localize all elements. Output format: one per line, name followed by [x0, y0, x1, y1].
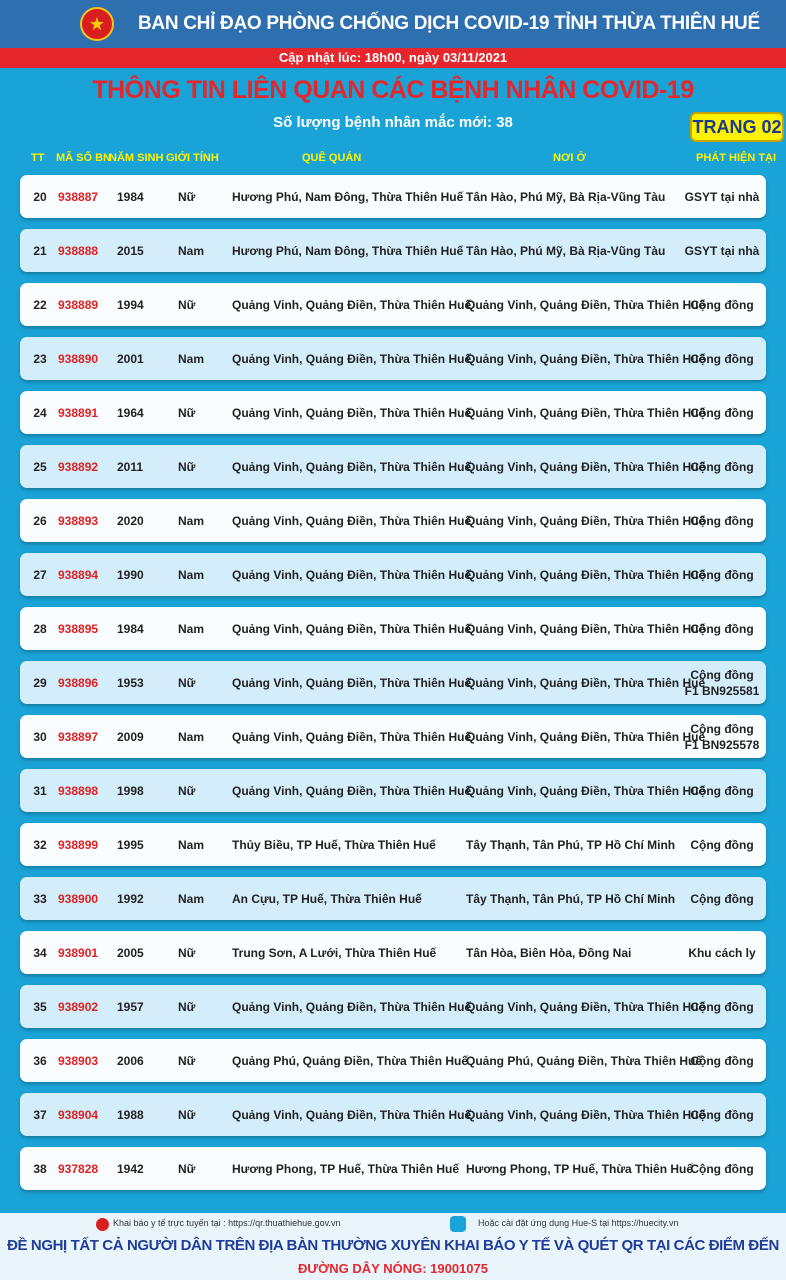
cell-patient-id: 938900: [58, 891, 99, 906]
cell-tt: 34: [33, 945, 47, 960]
cell-residence: Quảng Vinh, Quảng Điền, Thừa Thiên Huế: [466, 783, 706, 798]
cell-sex: Nam: [178, 351, 205, 366]
cell-sex: Nam: [178, 729, 205, 744]
column-header-sex: GIỚI TÍNH: [166, 152, 219, 164]
table-row: [20, 823, 766, 866]
cell-residence: Quảng Vinh, Quảng Điền, Thừa Thiên Huế: [466, 459, 706, 474]
cell-residence: Quảng Vinh, Quảng Điền, Thừa Thiên Huế: [466, 405, 706, 420]
cell-birth-year: 1953: [117, 675, 144, 690]
cell-patient-id: 938891: [58, 405, 99, 420]
cell-detected-at: Cộng đồng: [690, 1053, 754, 1068]
cell-hometown: Quảng Vinh, Quảng Điền, Thừa Thiên Huế: [232, 297, 472, 312]
appeal-text: ĐỀ NGHỊ TẤT CẢ NGƯỜI DÂN TRÊN ĐỊA BÀN THƯỜNG XUYÊN KHAI BÁO Y TẾ VÀ QUÉT QR TẠI CÁC ĐIỂM ĐẾN: [7, 1237, 779, 1254]
cell-hometown: Quảng Vinh, Quảng Điền, Thừa Thiên Huế: [232, 567, 472, 582]
cell-birth-year: 1995: [117, 837, 144, 852]
cell-detected-at: Cộng đồng: [690, 783, 754, 798]
cell-hometown: Quảng Vinh, Quảng Điền, Thừa Thiên Huế: [232, 999, 472, 1014]
table-row: [20, 877, 766, 920]
cell-patient-id: 938893: [58, 513, 99, 528]
cell-sex: Nam: [178, 513, 205, 528]
cell-hometown: Quảng Vinh, Quảng Điền, Thừa Thiên Huế: [232, 1107, 472, 1122]
cell-hometown: Thủy Biều, TP Huế, Thừa Thiên Huế: [232, 837, 436, 852]
column-header-id: MÃ SỐ BN: [56, 152, 111, 164]
cell-hometown: Quảng Phú, Quảng Điền, Thừa Thiên Huế: [232, 1053, 469, 1068]
cell-tt: 25: [33, 459, 47, 474]
cell-residence: Tân Hào, Phú Mỹ, Bà Rịa-Vũng Tàu: [466, 189, 666, 204]
cell-residence: Quảng Vinh, Quảng Điền, Thừa Thiên Huế: [466, 351, 706, 366]
cell-detected-at: Cộng đồng F1 BN925581: [684, 667, 760, 698]
cell-birth-year: 1998: [117, 783, 144, 798]
cell-patient-id: 938903: [58, 1053, 99, 1068]
org-title: BAN CHỈ ĐẠO PHÒNG CHỐNG DỊCH COVID-19 TỈNH THỪA THIÊN HUẾ: [138, 13, 760, 34]
cell-detected-at: GSYT tại nhà: [684, 243, 760, 258]
cell-detected-at: Cộng đồng: [690, 1107, 754, 1122]
cell-hometown: Quảng Vinh, Quảng Điền, Thừa Thiên Huế: [232, 513, 472, 528]
cell-birth-year: 1964: [117, 405, 144, 420]
table-row: [20, 445, 766, 488]
table-row: [20, 283, 766, 326]
health-declaration-icon: [96, 1218, 109, 1231]
cell-patient-id: 938901: [58, 945, 99, 960]
cell-hometown: Quảng Vinh, Quảng Điền, Thừa Thiên Huế: [232, 351, 472, 366]
cell-hometown: Quảng Vinh, Quảng Điền, Thừa Thiên Huế: [232, 729, 472, 744]
cell-birth-year: 1994: [117, 297, 144, 312]
cell-detected-at: Cộng đồng: [690, 837, 754, 852]
cell-hometown: Hương Phú, Nam Đông, Thừa Thiên Huế: [232, 243, 464, 258]
cell-sex: Nữ: [178, 1107, 196, 1122]
cell-birth-year: 1992: [117, 891, 144, 906]
cell-patient-id: 938897: [58, 729, 99, 744]
cell-detected-at: Cộng đồng: [690, 297, 754, 312]
cell-detected-at: Cộng đồng: [690, 567, 754, 582]
cell-tt: 36: [33, 1053, 47, 1068]
cell-birth-year: 2011: [117, 459, 144, 474]
cell-hometown: Quảng Vinh, Quảng Điền, Thừa Thiên Huế: [232, 405, 472, 420]
cell-residence: Tân Hòa, Biên Hòa, Đồng Nai: [466, 945, 632, 960]
cell-patient-id: 938888: [58, 243, 99, 258]
cell-patient-id: 938896: [58, 675, 99, 690]
cell-tt: 26: [33, 513, 47, 528]
hotline-text: ĐƯỜNG DÂY NÓNG: 19001075: [298, 1261, 488, 1276]
cell-residence: Quảng Phú, Quảng Điền, Thừa Thiên Huế: [466, 1053, 703, 1068]
table-row: [20, 661, 766, 704]
cell-residence: Tân Hào, Phú Mỹ, Bà Rịa-Vũng Tàu: [466, 243, 666, 258]
cell-birth-year: 2009: [117, 729, 144, 744]
national-emblem-icon: ★: [80, 7, 114, 41]
cell-hometown: Trung Sơn, A Lưới, Thừa Thiên Huế: [232, 945, 437, 960]
cell-hometown: Hương Phú, Nam Đông, Thừa Thiên Huế: [232, 189, 464, 204]
cell-patient-id: 938889: [58, 297, 99, 312]
cell-hometown: An Cựu, TP Huế, Thừa Thiên Huế: [232, 891, 422, 906]
table-row: [20, 607, 766, 650]
cell-patient-id: 938899: [58, 837, 99, 852]
cell-hometown: Hương Phong, TP Huế, Thừa Thiên Huế: [232, 1161, 460, 1176]
cell-tt: 30: [33, 729, 47, 744]
cell-residence: Quảng Vinh, Quảng Điền, Thừa Thiên Huế: [466, 999, 706, 1014]
table-row: [20, 1093, 766, 1136]
cell-tt: 22: [33, 297, 47, 312]
cell-sex: Nữ: [178, 1053, 196, 1068]
cell-detected-at: Cộng đồng: [690, 891, 754, 906]
cell-hometown: Quảng Vinh, Quảng Điền, Thừa Thiên Huế: [232, 783, 472, 798]
cell-hometown: Quảng Vinh, Quảng Điền, Thừa Thiên Huế: [232, 459, 472, 474]
table-row: [20, 769, 766, 812]
cell-tt: 28: [33, 621, 47, 636]
table-row: [20, 1147, 766, 1190]
cell-residence: Quảng Vinh, Quảng Điền, Thừa Thiên Huế: [466, 621, 706, 636]
table-row: [20, 391, 766, 434]
cell-sex: Nam: [178, 621, 205, 636]
cell-detected-at: Khu cách ly: [688, 945, 756, 960]
cell-residence: Tây Thạnh, Tân Phú, TP Hồ Chí Minh: [466, 837, 676, 852]
cell-residence: Tây Thạnh, Tân Phú, TP Hồ Chí Minh: [466, 891, 676, 906]
table-row: [20, 553, 766, 596]
cell-tt: 27: [33, 567, 47, 582]
cell-birth-year: 1984: [117, 189, 144, 204]
table-row: [20, 175, 766, 218]
cell-detected-at: Cộng đồng: [690, 513, 754, 528]
cell-residence: Quảng Vinh, Quảng Điền, Thừa Thiên Huế: [466, 675, 706, 690]
cell-tt: 38: [33, 1161, 47, 1176]
cell-sex: Nữ: [178, 189, 196, 204]
column-header-residence: NƠI Ở: [553, 152, 586, 164]
cell-detected-at: GSYT tại nhà: [684, 189, 760, 204]
cell-sex: Nữ: [178, 945, 196, 960]
header-bar: [0, 0, 786, 48]
cell-detected-at: Cộng đồng: [690, 999, 754, 1014]
cell-tt: 20: [33, 189, 47, 204]
cell-patient-id: 938890: [58, 351, 99, 366]
cell-residence: Hương Phong, TP Huế, Thừa Thiên Huế: [466, 1161, 694, 1176]
cell-tt: 33: [33, 891, 47, 906]
table-row: [20, 715, 766, 758]
column-header-detected: PHÁT HIỆN TẠI: [696, 152, 777, 164]
cell-tt: 35: [33, 999, 47, 1014]
cell-patient-id: 938887: [58, 189, 99, 204]
cell-tt: 37: [33, 1107, 47, 1122]
new-cases-count: Số lượng bệnh nhân mắc mới: 38: [273, 114, 513, 131]
cell-sex: Nữ: [178, 783, 196, 798]
cell-residence: Quảng Vinh, Quảng Điền, Thừa Thiên Huế: [466, 729, 706, 744]
cell-sex: Nữ: [178, 459, 196, 474]
column-header-year: NĂM SINH: [109, 152, 164, 164]
cell-birth-year: 1990: [117, 567, 144, 582]
cell-hometown: Quảng Vinh, Quảng Điền, Thừa Thiên Huế: [232, 675, 472, 690]
cell-patient-id: 938892: [58, 459, 99, 474]
cell-tt: 21: [33, 243, 47, 258]
column-header-tt: TT: [31, 152, 45, 164]
cell-patient-id: 938894: [58, 567, 99, 582]
cell-tt: 24: [33, 405, 47, 420]
cell-birth-year: 2005: [117, 945, 144, 960]
app-link-text[interactable]: Hoặc cài đặt ứng dụng Hue-S tại https://huecity.vn: [478, 1218, 679, 1228]
cell-sex: Nữ: [178, 297, 196, 312]
cell-birth-year: 1957: [117, 999, 144, 1014]
cell-residence: Quảng Vinh, Quảng Điền, Thừa Thiên Huế: [466, 1107, 706, 1122]
cell-sex: Nam: [178, 891, 205, 906]
hue-s-app-icon: [450, 1216, 466, 1232]
cell-sex: Nam: [178, 837, 205, 852]
cell-patient-id: 938895: [58, 621, 99, 636]
cell-birth-year: 2001: [117, 351, 144, 366]
cell-patient-id: 937828: [58, 1161, 99, 1176]
update-time: Cập nhật lúc: 18h00, ngày 03/11/2021: [0, 48, 786, 68]
declare-link-text[interactable]: Khai báo y tế trực tuyến tại : https://qr.thuathiehue.gov.vn: [113, 1218, 341, 1228]
cell-birth-year: 1942: [117, 1161, 144, 1176]
cell-detected-at: Cộng đồng: [690, 1161, 754, 1176]
cell-detected-at: Cộng đồng: [690, 459, 754, 474]
cell-detected-at: Cộng đồng: [690, 351, 754, 366]
cell-tt: 29: [33, 675, 47, 690]
cell-sex: Nữ: [178, 999, 196, 1014]
table-row: [20, 229, 766, 272]
cell-detected-at: Cộng đồng: [690, 621, 754, 636]
cell-sex: Nữ: [178, 1161, 196, 1176]
cell-birth-year: 2015: [117, 243, 144, 258]
column-header-hometown: QUÊ QUÁN: [302, 152, 362, 164]
page-title: THÔNG TIN LIÊN QUAN CÁC BỆNH NHÂN COVID-19: [92, 76, 694, 104]
cell-birth-year: 1988: [117, 1107, 144, 1122]
table-row: [20, 931, 766, 974]
cell-sex: Nam: [178, 243, 205, 258]
table-row: [20, 985, 766, 1028]
cell-sex: Nam: [178, 567, 205, 582]
cell-patient-id: 938904: [58, 1107, 99, 1122]
cell-hometown: Quảng Vinh, Quảng Điền, Thừa Thiên Huế: [232, 621, 472, 636]
page-badge: TRANG 02: [690, 112, 784, 142]
cell-detected-at: Cộng đồng: [690, 405, 754, 420]
cell-tt: 32: [33, 837, 47, 852]
cell-sex: Nữ: [178, 405, 196, 420]
cell-sex: Nữ: [178, 675, 196, 690]
cell-birth-year: 2020: [117, 513, 144, 528]
cell-tt: 23: [33, 351, 47, 366]
cell-tt: 31: [33, 783, 47, 798]
cell-patient-id: 938898: [58, 783, 99, 798]
cell-residence: Quảng Vinh, Quảng Điền, Thừa Thiên Huế: [466, 297, 706, 312]
cell-birth-year: 1984: [117, 621, 144, 636]
table-row: [20, 1039, 766, 1082]
cell-birth-year: 2006: [117, 1053, 144, 1068]
cell-patient-id: 938902: [58, 999, 99, 1014]
table-row: [20, 337, 766, 380]
cell-residence: Quảng Vinh, Quảng Điền, Thừa Thiên Huế: [466, 513, 706, 528]
cell-detected-at: Cộng đồng F1 BN925578: [684, 721, 760, 752]
cell-residence: Quảng Vinh, Quảng Điền, Thừa Thiên Huế: [466, 567, 706, 582]
table-row: [20, 499, 766, 542]
